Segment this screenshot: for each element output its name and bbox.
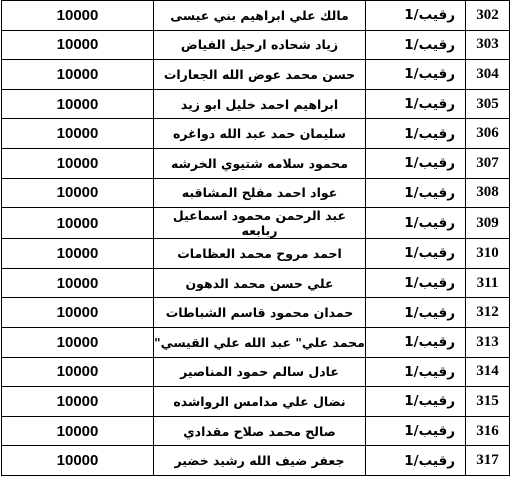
amount-cell: 10000 [2,60,154,90]
table-row [2,119,510,149]
amount-cell: 10000 [2,387,154,417]
table-row [2,1,510,31]
amount-cell: 10000 [2,89,154,119]
name-cell: عبد الرحمن محمود اسماعيل ربابعه [154,208,366,239]
row-number: 302 [466,1,510,31]
table-row [2,89,510,119]
amount-cell: 10000 [2,416,154,446]
amount-cell: 10000 [2,357,154,387]
rank-cell: رقيب/1 [366,89,466,119]
name-cell: زياد شحاده ارحيل الفياض [154,30,366,60]
row-number: 311 [466,268,510,298]
table-row [2,327,510,357]
table-row [2,208,510,239]
roster-table [1,0,510,476]
table-row [2,446,510,476]
row-number: 306 [466,119,510,149]
amount-cell: 10000 [2,178,154,208]
row-number: 310 [466,239,510,269]
row-number: 305 [466,89,510,119]
row-number: 315 [466,387,510,417]
table-row [2,268,510,298]
name-cell: عادل سالم حمود المناصير [154,357,366,387]
name-cell: صالح محمد صلاح مقدادي [154,416,366,446]
rank-cell: رقيب/1 [366,327,466,357]
table-row [2,387,510,417]
row-number: 304 [466,60,510,90]
name-cell: محمد علي" عبد الله علي القيسي" [154,327,366,357]
rank-cell: رقيب/1 [366,387,466,417]
row-number: 307 [466,148,510,178]
name-cell: حسن محمد عوض الله الجعارات [154,60,366,90]
rank-cell: رقيب/1 [366,148,466,178]
row-number: 316 [466,416,510,446]
name-cell: مالك علي ابراهيم بني عيسى [154,1,366,31]
row-number: 309 [466,208,510,239]
rank-cell: رقيب/1 [366,208,466,239]
rank-cell: رقيب/1 [366,446,466,476]
name-cell: سليمان حمد عبد الله دواغره [154,119,366,149]
name-cell: نضال علي مدامس الرواشده [154,387,366,417]
rank-cell: رقيب/1 [366,119,466,149]
rank-cell: رقيب/1 [366,357,466,387]
amount-cell: 10000 [2,239,154,269]
rank-cell: رقيب/1 [366,416,466,446]
row-number: 314 [466,357,510,387]
name-cell: ابراهيم احمد خليل ابو زيد [154,89,366,119]
table-row [2,357,510,387]
rank-cell: رقيب/1 [366,268,466,298]
roster-body [2,1,510,476]
name-cell: علي حسن محمد الدهون [154,268,366,298]
amount-cell: 10000 [2,1,154,31]
row-number: 303 [466,30,510,60]
row-number: 308 [466,178,510,208]
rank-cell: رقيب/1 [366,60,466,90]
table-row [2,416,510,446]
name-cell: محمود سلامه شتيوي الخرشه [154,148,366,178]
amount-cell: 10000 [2,446,154,476]
amount-cell: 10000 [2,119,154,149]
name-cell: احمد مروح محمد العظامات [154,239,366,269]
table-row [2,30,510,60]
rank-cell: رقيب/1 [366,1,466,31]
row-number: 317 [466,446,510,476]
table-row [2,60,510,90]
name-cell: جعفر ضيف الله رشيد خضير [154,446,366,476]
table-row [2,298,510,328]
name-cell: عواد احمد مفلح المشاقبه [154,178,366,208]
table-row [2,148,510,178]
rank-cell: رقيب/1 [366,178,466,208]
amount-cell: 10000 [2,148,154,178]
rank-cell: رقيب/1 [366,239,466,269]
amount-cell: 10000 [2,327,154,357]
amount-cell: 10000 [2,30,154,60]
amount-cell: 10000 [2,208,154,239]
rank-cell: رقيب/1 [366,298,466,328]
name-cell: حمدان محمود قاسم الشباطات [154,298,366,328]
amount-cell: 10000 [2,268,154,298]
row-number: 312 [466,298,510,328]
table-row [2,178,510,208]
table-row [2,239,510,269]
amount-cell: 10000 [2,298,154,328]
row-number: 313 [466,327,510,357]
rank-cell: رقيب/1 [366,30,466,60]
